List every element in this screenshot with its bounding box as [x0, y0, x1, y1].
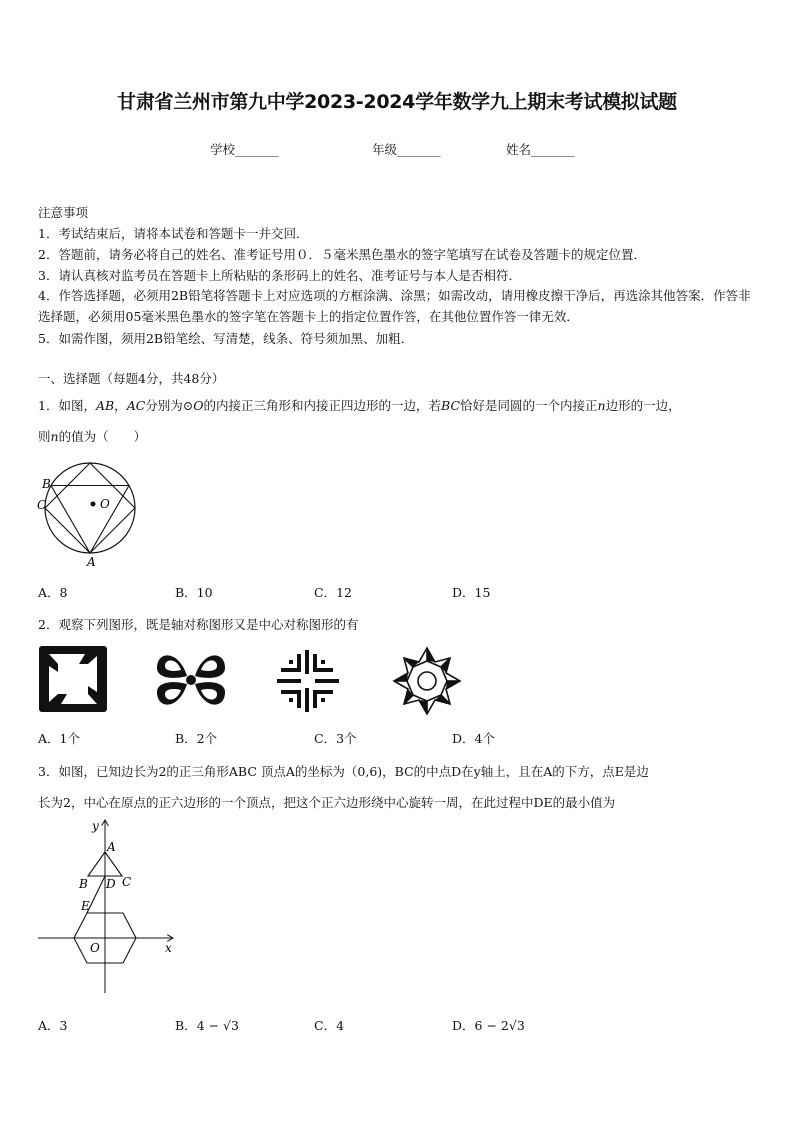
q1-bc: BC: [441, 398, 461, 413]
q1-seg: 边形的一边，: [605, 398, 681, 413]
q2-option-c[interactable]: C．3个: [314, 731, 357, 746]
q3-option-b-label: B．: [175, 1018, 197, 1033]
q1-num: 1．如图，: [38, 398, 96, 413]
center-dot: [91, 502, 96, 507]
label-D: D: [106, 877, 116, 891]
question-1-text: [38, 396, 681, 414]
q1-n: n: [50, 429, 59, 444]
q2-figure-2-four-leaves: [153, 645, 229, 715]
q1-seg: 分别为⊙: [145, 398, 194, 413]
q1-seg: 恰好是同圆的一个内接正: [460, 398, 598, 413]
q3-option-b[interactable]: [175, 1016, 239, 1034]
q1-seg: 的值为（ ）: [58, 429, 147, 444]
grade-field: 年级_______: [372, 142, 441, 157]
q1-option-c[interactable]: C．12: [314, 585, 352, 600]
label-y: y: [92, 819, 99, 833]
q1-option-a[interactable]: A．8: [38, 585, 68, 600]
q3-option-d-expr: 6 − 2√3: [474, 1018, 525, 1033]
q1-n: n: [597, 398, 606, 413]
label-B: B: [79, 877, 88, 891]
q3-option-d-label: D．: [452, 1018, 475, 1033]
note-item: 2．答题前，请务必将自己的姓名、准考证号用０．５毫米黑色墨水的签字笔填写在试卷及答题卡的规定位置．: [38, 247, 646, 262]
q3-option-a[interactable]: A．3: [38, 1018, 68, 1033]
note-item: 5．如需作图，须用2B铅笔绘、写清楚，线条、符号须加黑、加粗．: [38, 331, 414, 346]
q2-figure-1-square-pinwheel: [39, 646, 107, 712]
q2-figure-3-cross: [275, 648, 343, 714]
q1-option-b[interactable]: B．10: [175, 585, 213, 600]
label-A: A: [87, 555, 96, 569]
q1-circle-figure: [34, 458, 146, 570]
q1-seg: 则: [38, 429, 51, 444]
label-C: C: [122, 875, 132, 889]
circle: [45, 463, 135, 553]
note-item: 1．考试结束后，请将本试卷和答题卡一并交回．: [38, 226, 309, 241]
school-field: 学校_______: [210, 142, 279, 157]
q2-option-d[interactable]: D．4个: [452, 731, 495, 746]
q2-option-a[interactable]: A．1个: [38, 731, 80, 746]
question-3-text-line2: 长为2，中心在原点的正六边形的一个顶点，把这个正六边形绕中心旋转一周，在此过程中DE的最小值为: [38, 795, 616, 810]
page-title: 甘肃省兰州市第九中学2023-2024学年数学九上期末考试模拟试题: [117, 91, 677, 113]
question-1-text-line2: [38, 427, 146, 445]
question-2-text: 2．观察下列图形，既是轴对称图形又是中心对称图形的有: [38, 617, 359, 632]
q3-option-b-expr: 4 − √3: [196, 1018, 239, 1033]
label-O: O: [100, 497, 110, 511]
q2-option-b[interactable]: B．2个: [175, 731, 218, 746]
q2-figure-4-star: [391, 646, 463, 716]
label-E: E: [81, 899, 90, 913]
q1-seg: 的内接正三角形和内接正四边形的一边，若: [203, 398, 442, 413]
label-A: A: [107, 840, 116, 854]
section-heading: 一、选择题（每题4分，共48分）: [38, 371, 225, 386]
name-field: 姓名_______: [506, 142, 575, 157]
label-B: B: [42, 477, 51, 491]
note-item: 4．作答选择题，必须用2B铅笔将答题卡上对应选项的方框涂满、涂黑；如需改动，请用橡皮擦干净后，再选涂其他答案．作答非选择题，必须用05毫米黑色墨水的签字笔在答题卡上的指定位置作答，在其他位置作答一律无效．: [38, 288, 751, 324]
note-item: 3．请认真核对监考员在答题卡上所粘贴的条形码上的姓名、准考证号与本人是否相符．: [38, 268, 521, 283]
question-3-text: 3．如图，已知边长为2的正三角形ABC 顶点A的坐标为（0,6)，BC的中点D在y轴上，且在A的下方，点E是边: [38, 764, 649, 779]
q1-ac: AC: [126, 398, 146, 413]
q3-option-d[interactable]: [452, 1016, 525, 1034]
label-O: O: [90, 941, 100, 955]
label-C: C: [37, 498, 47, 512]
q1-option-d[interactable]: D．15: [452, 585, 491, 600]
q1-sep: ，: [114, 398, 127, 413]
label-x: x: [165, 941, 172, 955]
q1-ab: AB: [95, 398, 115, 413]
q1-o: O: [193, 398, 204, 413]
inscribed-triangle: [51, 486, 129, 554]
notes-heading: 注意事项: [38, 205, 89, 220]
q3-coordinate-figure: [34, 815, 184, 1000]
q3-option-c[interactable]: C．4: [314, 1018, 345, 1033]
